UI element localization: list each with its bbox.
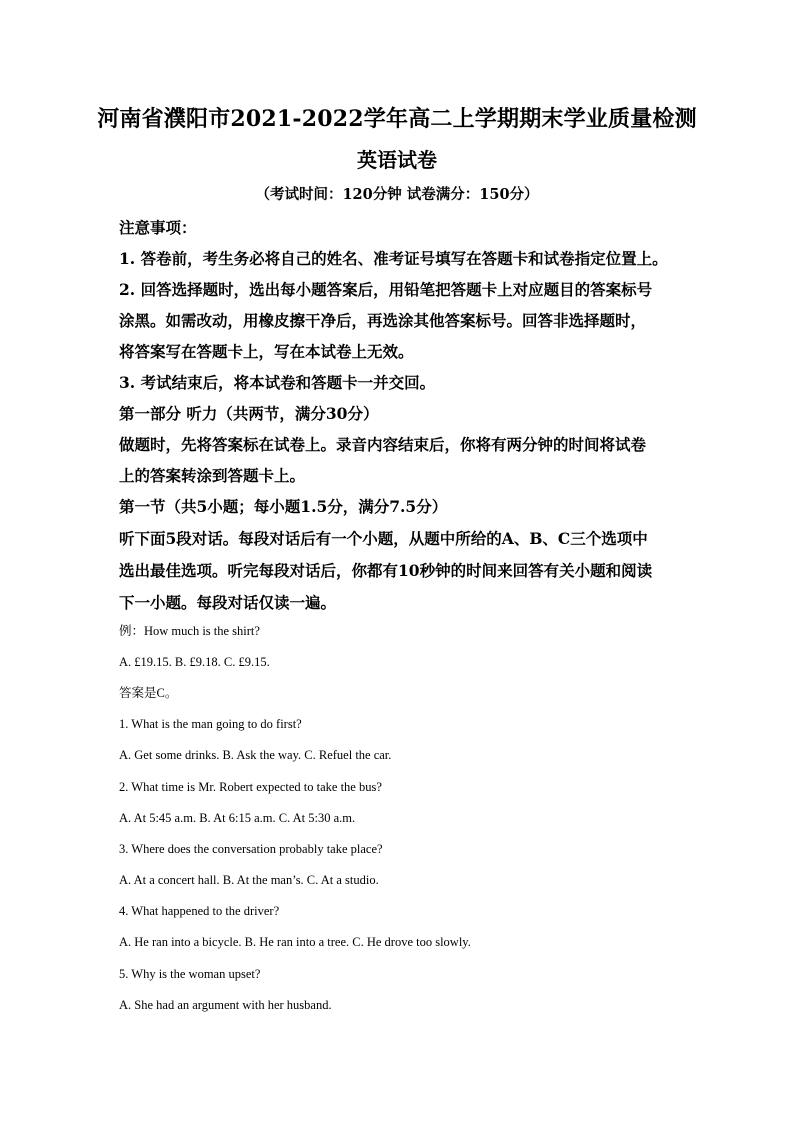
part-1-instruction-line-1: 做题时，先将答案标在试卷上。录音内容结束后，你将有两分钟的时间将试卷 (119, 435, 647, 454)
question-1: 1. What is the man going to do first? (119, 717, 302, 731)
note-item-2-line-3: 将答案写在答题卡上，写在本试卷上无效。 (119, 342, 414, 361)
question-2-options: A. At 5:45 a.m. B. At 6:15 a.m. C. At 5:30 a.m. (119, 811, 356, 825)
note-item-1: 1. 答卷前，考生务必将自己的姓名、准考证号填写在答题卡和试卷指定位置上。 (119, 249, 668, 268)
note-item-2-line-1: 2. 回答选择题时，选出每小题答案后，用铅笔把答题卡上对应题目的答案标号 (119, 280, 653, 299)
note-item-2-line-2: 涂黑。如需改动，用橡皮擦干净后，再选涂其他答案标号。回答非选择题时， (119, 311, 647, 330)
section-1-instruction-line-2: 选出最佳选项。听完每段对话后，你都有10秒钟的时间来回答有关小题和阅读 (119, 561, 653, 580)
example-options: A. £19.15. B. £9.18. C. £9.15. (119, 655, 270, 669)
question-3: 3. Where does the conversation probably take place? (119, 842, 383, 856)
exam-time-score-info: （考试时间：120分钟 试卷满分：150分） (255, 186, 539, 203)
section-1-heading: 第一节（共5小题；每小题1.5分，满分7.5分） (119, 497, 448, 516)
section-1-instruction-line-1: 听下面5段对话。每段对话后有一个小题，从题中所给的A、B、C三个选项中 (119, 529, 648, 548)
question-2: 2. What time is Mr. Robert expected to take the bus? (119, 780, 382, 794)
exam-title: 河南省濮阳市2021-2022学年高二上学期期末学业质量检测 (97, 106, 697, 132)
exam-subtitle: 英语试卷 (357, 148, 437, 172)
section-1-instruction-line-3: 下一小题。每段对话仅读一遍。 (119, 593, 337, 612)
part-1-instruction-line-2: 上的答案转涂到答题卡上。 (119, 466, 306, 485)
question-1-options: A. Get some drinks. B. Ask the way. C. Refuel the car. (119, 748, 392, 762)
question-5: 5. Why is the woman upset? (119, 967, 261, 981)
part-1-heading: 第一部分 听力（共两节，满分30分） (119, 404, 379, 423)
note-item-3: 3. 考试结束后，将本试卷和答题卡一并交回。 (119, 373, 436, 392)
example-answer: 答案是C。 (119, 686, 178, 700)
example-question: 例：How much is the shirt? (119, 624, 260, 638)
question-3-options: A. At a concert hall. B. At the man’s. C. At a studio. (119, 873, 379, 887)
question-5-options: A. She had an argument with her husband. (119, 998, 332, 1012)
question-4-options: A. He ran into a bicycle. B. He ran into a tree. C. He drove too slowly. (119, 935, 471, 949)
question-4: 4. What happened to the driver? (119, 904, 280, 918)
notes-heading: 注意事项： (119, 218, 197, 237)
